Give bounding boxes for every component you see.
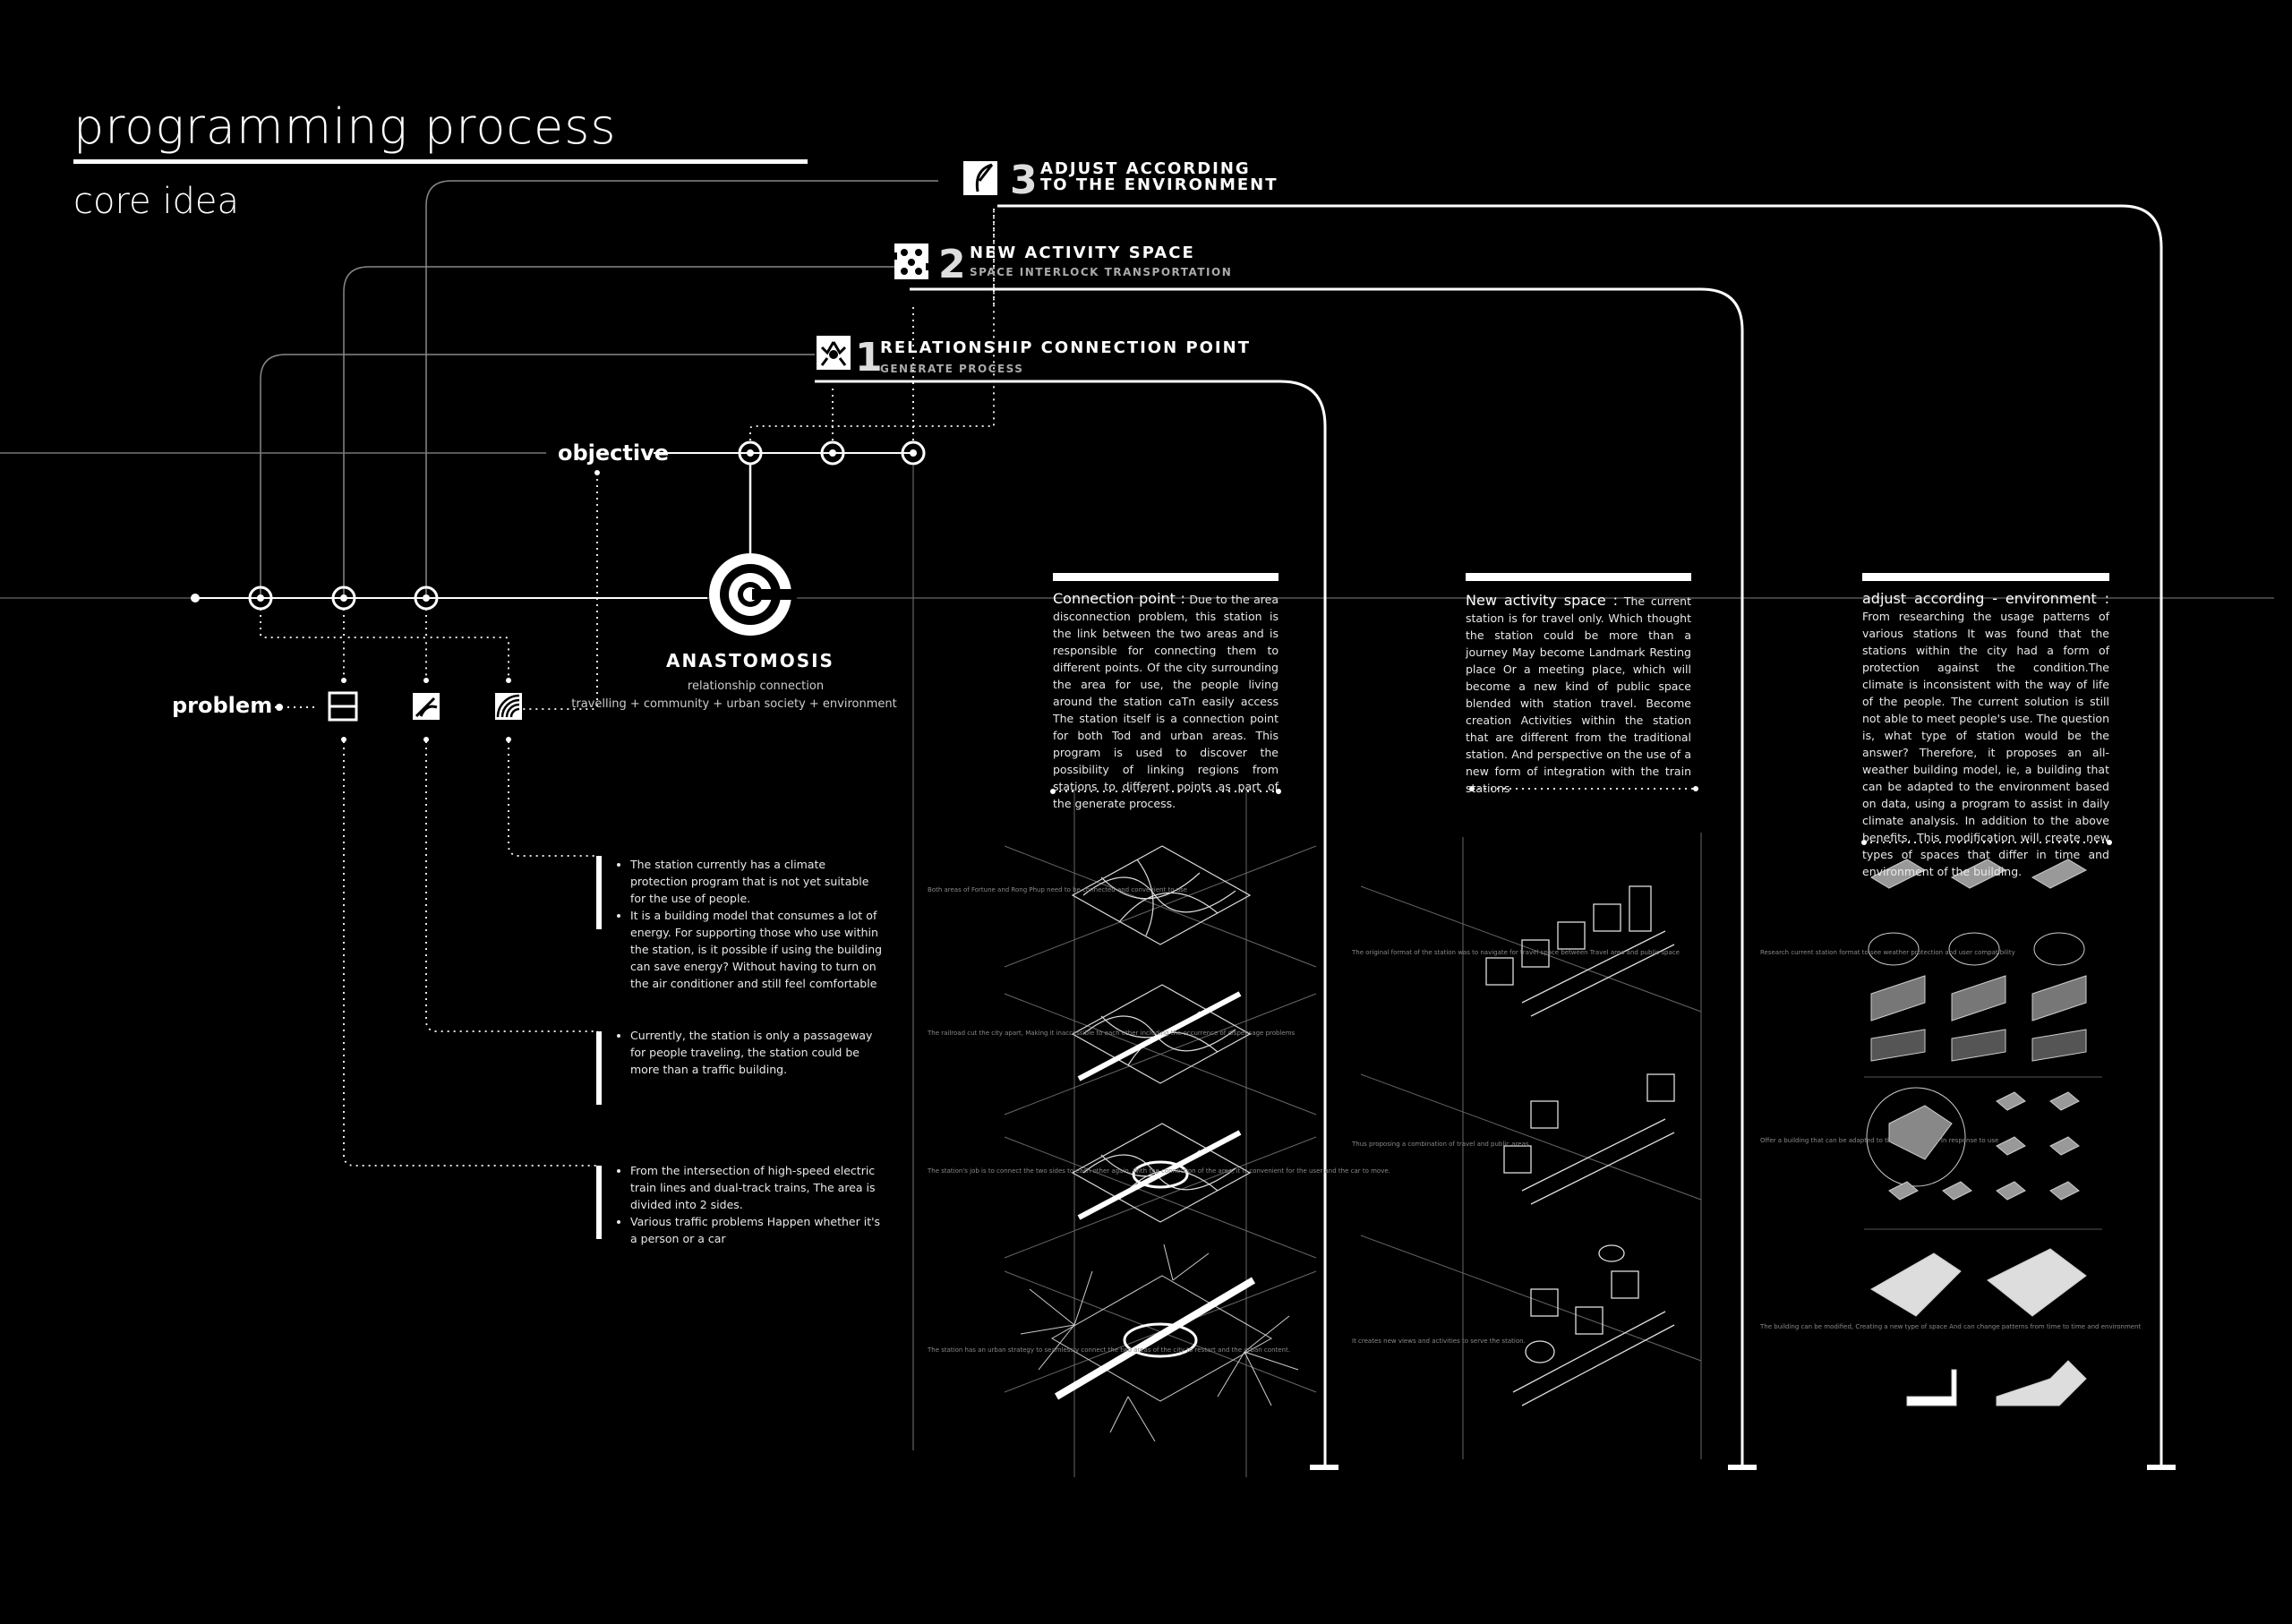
column-1-notes <box>927 886 1390 1354</box>
svg-text:The railroad cut the city apar: The railroad cut the city apart, Making it inaccessible to each other including the occurrence of dispensage problems <box>928 1030 1296 1037</box>
step-1-header <box>817 335 1251 380</box>
problem-1-bar <box>596 1166 602 1239</box>
problem-1-bullets <box>616 1162 885 1247</box>
column-1-body: Due to the area disconnection problem, this station is the link between the two areas and is responsible for connecting them to different points. Of the city surrounding the area for use, the people living around the station caTn easily access The station itself is a connection point for both Tod and urban areas. This program is used to discover the possibility of linking regions from stations to different points as part of the generate process. <box>1053 593 1279 810</box>
problem-3-bullet-2: • It is a building model that consumes a lot of energy. For supporting those who use within the station, is it possible if using the building can save energy? Without having to turn on the air conditioner and still feel comfortable <box>630 907 885 992</box>
column-3-text <box>1862 590 2109 880</box>
step-3-number: 3 <box>1010 158 1038 203</box>
column-2-title: New activity space : <box>1466 592 1618 609</box>
page-title: programming process <box>73 98 617 155</box>
problem-2-bullets <box>616 1027 885 1078</box>
svg-text:It creates new views and activ: It creates new views and activities to serve the station. <box>1352 1338 1526 1345</box>
step-2-heading: NEW ACTIVITY SPACE <box>970 244 1195 262</box>
anastomosis-target-icon <box>709 553 797 636</box>
svg-text:Both areas of Fortune and Rong: Both areas of Fortune and Rong Phup need to be connected and convenient to use <box>928 886 1188 893</box>
problem-1-bullet-2: • Various traffic problems Happen whether it's a person or a car <box>630 1213 885 1247</box>
problem-1-bullet-1: • From the intersection of high-speed electric train lines and dual-track trains, The area is divided into 2 sides. <box>630 1162 885 1213</box>
step-3-header <box>963 158 1279 203</box>
passageway-icon <box>413 693 440 720</box>
connection-plate-4 <box>1021 1244 1298 1441</box>
activity-block-2 <box>1504 1074 1674 1204</box>
anastomosis-title: ANASTOMOSIS <box>666 650 834 671</box>
svg-text:Research current station forma: Research current station format to see weather protection and user compatibility <box>1760 949 2015 956</box>
divided-area-icon <box>329 693 356 720</box>
step-3-heading-line1: ADJUST ACCORDING <box>1040 159 1251 178</box>
column-1-text <box>1053 590 1279 812</box>
step-2-subheading: SPACE INTERLOCK TRANSPORTATION <box>970 266 1233 278</box>
step-1-subheading: GENERATE PROCESS <box>880 363 1024 375</box>
svg-text:The station's job is to connec: The station's job is to connect the two sides to each other again. With the connection of the area, it is convenient for the user and the car to move. <box>928 1167 1390 1175</box>
column-2-bar <box>1466 573 1691 581</box>
svg-text:Thus proposing a combination o: Thus proposing a combination of travel and public areas. <box>1352 1141 1531 1148</box>
problem-2-bullet-1: • Currently, the station is only a passageway for people traveling, the station could be more than a traffic building. <box>630 1027 885 1078</box>
anastomosis-description: travelling + community + urban society + environment <box>571 697 897 711</box>
svg-text:The building can be modified,: The building can be modified, Creating a new type of space And can change patterns from time to time and environment <box>1760 1323 2142 1330</box>
step-3-heading-line2: TO THE ENVIRONMENT <box>1040 175 1279 194</box>
problem-3-bar <box>596 856 602 929</box>
problem-dotted-links <box>261 609 598 1166</box>
title-underline <box>73 159 808 164</box>
frame-end-2 <box>1728 1465 1757 1470</box>
frame-end-3 <box>2147 1465 2176 1470</box>
step-2-number: 2 <box>938 242 966 287</box>
column-2-body: The current station is for travel only. Which thought the station could be more than a journey May become Landmark Resting place Or a meeting place, which will become a new kind of public space blended with station travel. Become creation Activities within the station that are different from the traditional station. And perspective on the use of a new form of integration with the train stations <box>1466 594 1691 795</box>
column-2-notes <box>1351 949 1680 1345</box>
anastomosis-subtitle: relationship connection <box>687 680 825 693</box>
climate-icon <box>495 693 522 720</box>
svg-text:Offer a building that can be a: Offer a building that can be adapted to the environment. In response to use <box>1760 1137 1999 1144</box>
column-1-title: Connection point : <box>1053 590 1185 607</box>
step-2-header <box>892 242 1232 287</box>
step-connector-lines <box>261 181 938 598</box>
step-1-number: 1 <box>855 335 883 380</box>
objective-dotted-link <box>514 473 597 709</box>
column-3-title: adjust according - environment : <box>1862 590 2109 607</box>
svg-text:The station has an urban strat: The station has an urban strategy to seamlessly connect the two areas of the city to restart and the urban content. <box>928 1346 1290 1354</box>
problem-2-bar <box>596 1031 602 1105</box>
svg-text:The original format of the sta: The original format of the station was to navigate for travel space between Travel area and public space <box>1352 949 1680 956</box>
column-2-text <box>1466 592 1691 797</box>
column-3-body: From researching the usage patterns of various stations It was found that the stations within the city had a form of protection against the condition.The climate is inconsistent with the way of life of the people. The current solution is still not able to meet people's use. The question is, what type of station would be the answer? Therefore, it proposes an all-weather building model, ie, a building that can be adapted to the environment based on data, using a program to assist in daily climate analysis. In addition to the above benefits, This modification will create new types of spaces that differ in time and environment of the building. <box>1862 610 2109 878</box>
axis-start-dot <box>191 594 200 603</box>
problem-3-bullet-1: • The station currently has a climate protection program that is not yet suitable for the use of people. <box>630 856 885 907</box>
step-1-heading: RELATIONSHIP CONNECTION POINT <box>880 338 1251 357</box>
page-subtitle: core idea <box>73 181 239 222</box>
activity-block-3 <box>1513 1245 1674 1406</box>
frame-end-1 <box>1310 1465 1338 1470</box>
column-3-bar <box>1862 573 2109 581</box>
problem-3-bullets <box>616 856 885 992</box>
objective-label: objective <box>558 440 670 466</box>
column-1-bar <box>1053 573 1279 581</box>
problem-label: problem <box>172 693 273 718</box>
